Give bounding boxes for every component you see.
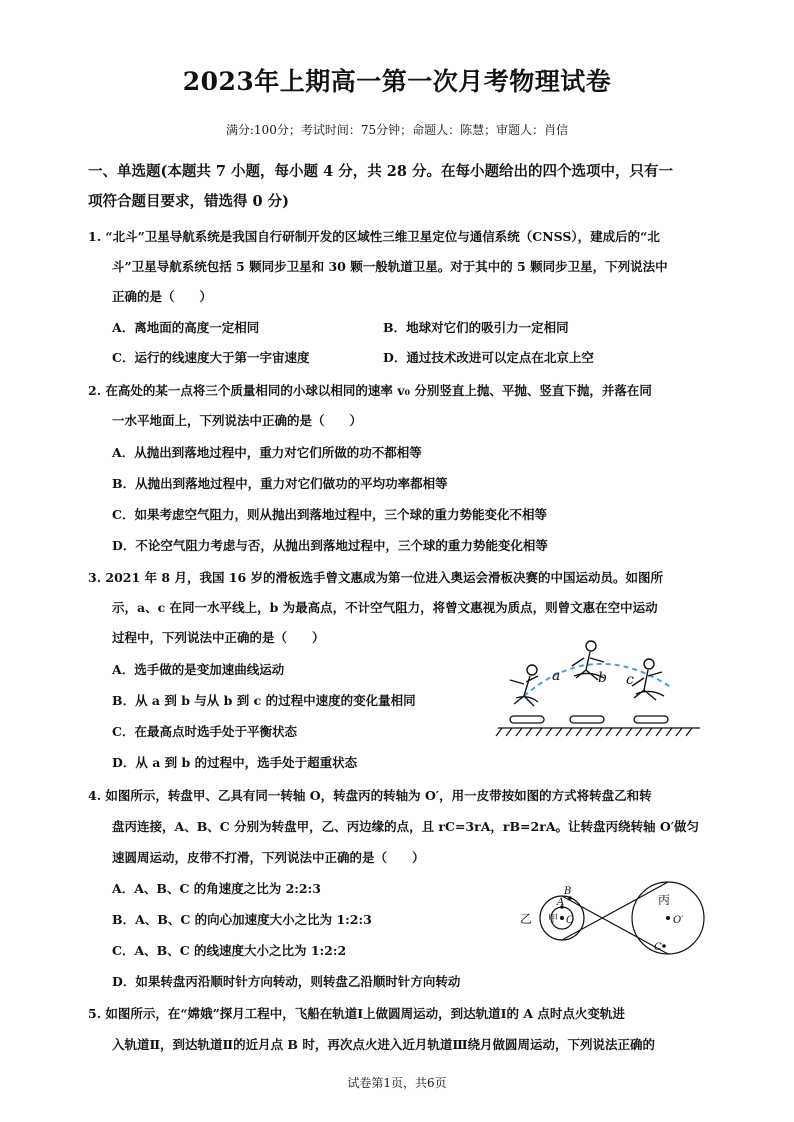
q2-option-a: A．从抛出到落地过程中，重力对它们所做的功不都相等 — [112, 445, 422, 460]
pulley-figure — [518, 880, 718, 962]
q1-stem-line3: 正确的是（ ） — [112, 289, 213, 304]
belt — [562, 882, 671, 954]
q2-stem-line1: 2. 在高处的某一点将三个质量相同的小球以相同的速率 v₀ 分别竖直上抛、平抛、竖直下抛，并落在同 — [88, 383, 652, 398]
q5-stem-line2: 入轨道Ⅱ，到达轨道Ⅱ的近月点 B 时，再次点火进入近月轨道Ⅲ绕月做圆周运动，下列说法正确的 — [112, 1037, 656, 1052]
section-heading-line2: 项符合题目要求，错选得 0 分) — [88, 193, 290, 210]
q4-stem-line1: 4. 如图所示，转盘甲、乙具有同一转轴 O，转盘丙的转轴为 O′，用一皮带按如图的方式将转盘乙和转 — [88, 788, 652, 803]
q4-option-b: B．A、B、C 的向心加速度大小之比为 1:2:3 — [112, 912, 372, 927]
q5-stem-line1: 5. 如图所示，在“嫦娥”探月工程中，飞船在轨道Ⅰ上做圆周运动，到达轨道Ⅰ的 A 点时点火变轨进 — [88, 1006, 625, 1021]
q4-option-c: C．A、B、C 的线速度大小之比为 1:2:2 — [112, 943, 347, 958]
q2-option-c: C．如果考虑空气阻力，则从抛出到落地过程中，三个球的重力势能变化不相等 — [112, 507, 547, 522]
skateboard-figure — [494, 636, 704, 746]
q4-option-d: D．如果转盘丙沿顺时针方向转动，则转盘乙沿顺时针方向转动 — [112, 974, 461, 989]
q1-option-a: A．离地面的高度一定相同 — [112, 320, 260, 335]
skateboard-icons — [510, 716, 668, 723]
label-bing: 丙 — [658, 893, 671, 907]
page-footer: 试卷第1页，共6页 — [347, 1076, 447, 1090]
q2-stem-line2: 一水平地面上，下列说法中正确的是（ ） — [112, 413, 363, 428]
label-A: A — [557, 897, 565, 908]
label-B: B — [564, 886, 572, 897]
q3-stem-line2: 示，a、c 在同一水平线上，b 为最高点，不计空气阻力，将曾文惠视为质点，则曾文惠在空中运动 — [112, 600, 658, 615]
q1-option-d: D．通过技术改进可以定点在北京上空 — [383, 350, 594, 365]
ground-line — [496, 728, 700, 736]
q3-stem-line3: 过程中，下列说法中正确的是（ ） — [112, 630, 325, 645]
q1-option-b: B．地球对它们的吸引力一定相同 — [383, 320, 569, 335]
label-O: O — [566, 915, 575, 926]
q3-option-a: A．选手做的是变加速曲线运动 — [112, 662, 285, 677]
q1-stem-line1: 1. “北斗”卫星导航系统是我国自行研制开发的区域性三维卫星定位与通信系统（CNSS），建成后的“北 — [88, 229, 660, 244]
q2-option-b: B．从抛出到落地过程中，重力对它们做功的平均功率都相等 — [112, 476, 448, 491]
label-O2: O′ — [673, 915, 684, 926]
q3-stem-line1: 3. 2021 年 8 月，我国 16 岁的滑板选手曾文惠成为第一位进入奥运会滑板决赛的中国运动员。如图所 — [88, 570, 664, 585]
label-a: a — [552, 668, 561, 684]
q3-option-b: B．从 a 到 b 与从 b 到 c 的过程中速度的变化量相同 — [112, 693, 416, 708]
label-yi: 乙 — [520, 912, 533, 926]
q2-option-d: D．不论空气阻力考虑与否，从抛出到落地过程中，三个球的重力势能变化相等 — [112, 538, 548, 553]
q4-option-a: A．A、B、C 的角速度之比为 2:2:3 — [112, 881, 321, 896]
q3-option-d: D．从 a 到 b 的过程中，选手处于超重状态 — [112, 755, 358, 770]
q1-stem-line2: 斗”卫星导航系统包括 5 颗同步卫星和 30 颗一般轨道卫星。对于其中的 5 颗同步卫星，下列说法中 — [112, 259, 668, 274]
label-c: c — [626, 672, 634, 688]
label-jia: 甲 — [548, 914, 558, 925]
label-C: C — [654, 942, 662, 953]
label-b: b — [598, 670, 607, 686]
q4-stem-line2: 盘丙连接，A、B、C 分别为转盘甲，乙、丙边缘的点，且 rC=3rA，rB=2rA。让转盘丙绕转轴 O′做匀 — [112, 819, 700, 834]
page-title: 2023年上期高一第一次月考物理试卷 — [182, 67, 612, 96]
q4-stem-line3: 速圆周运动，皮带不打滑，下列说法中正确的是（ ） — [112, 850, 425, 865]
skater-a-icon — [510, 665, 538, 706]
q3-option-c: C．在最高点时选手处于平衡状态 — [112, 724, 297, 739]
q1-option-c: C．运行的线速度大于第一宇宙速度 — [112, 350, 310, 365]
section-heading-line1: 一、单选题(本题共 7 小题，每小题 4 分，共 28 分。在每小题给出的四个选项中，只有一 — [88, 163, 674, 180]
exam-info: 满分:100分；考试时间：75分钟；命题人：陈慧；审题人：肖信 — [225, 123, 569, 137]
